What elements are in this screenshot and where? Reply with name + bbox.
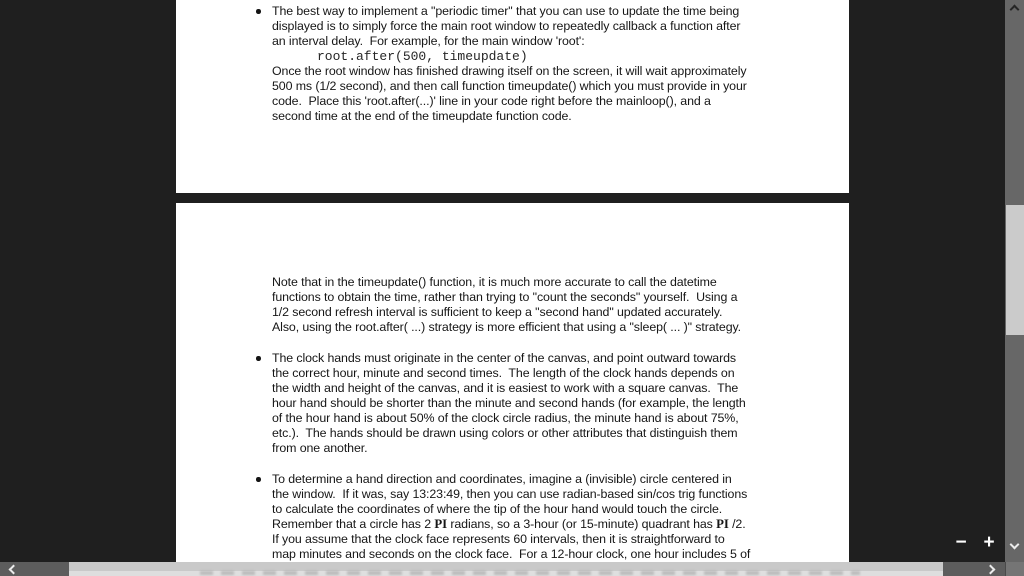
- text-line: functions to obtain the time, rather than trying to "count the seconds" yourself. Using a: [272, 290, 738, 304]
- vertical-scrollbar[interactable]: [1005, 0, 1024, 562]
- text-line: from one another.: [272, 441, 368, 455]
- bullet-dot: [256, 477, 261, 482]
- text-line: hour hand should be shorter than the minute and second hands (for example, the length: [272, 396, 746, 410]
- horizontal-scrollbar[interactable]: [0, 562, 1005, 576]
- bullet-paragraph-timer: [272, 4, 740, 49]
- chevron-left-icon[interactable]: [9, 564, 19, 574]
- inline-code-root-after: root.after(500, timeupdate): [317, 49, 528, 64]
- bullet-dot: [256, 356, 261, 361]
- text-line: Note that in the timeupdate() function, it is much more accurate to call the datetime: [272, 275, 717, 289]
- document-page-2: [176, 203, 849, 576]
- bullet-paragraph-trig: [272, 472, 750, 562]
- text-line: the correct hour, minute and second times. The length of the clock hands depends on: [272, 366, 735, 380]
- chevron-down-icon[interactable]: [1010, 540, 1020, 550]
- scrollbar-corner: [1005, 562, 1024, 576]
- chevron-up-icon[interactable]: [1010, 5, 1020, 15]
- text-line: Once the root window has finished drawing itself on the screen, it will wait approximately: [272, 64, 747, 78]
- horizontal-scrollbar-thumb[interactable]: [69, 562, 943, 576]
- text-line: 500 ms (1/2 second), and then call function timeupdate() which you must provide in your: [272, 79, 747, 93]
- zoom-in-button[interactable]: +: [978, 531, 1000, 555]
- vertical-scrollbar-thumb[interactable]: [1006, 205, 1024, 335]
- text-line: of the hour hand is about 50% of the clock circle radius, the minute hand is about 75%,: [272, 411, 739, 425]
- document-page-1: [176, 0, 849, 193]
- text-line: to calculate the coordinates of where the tip of the hour hand would touch the circle.: [272, 502, 723, 516]
- text-line: 1/2 second refresh interval is sufficient to keep a "second hand" updated accurately.: [272, 305, 723, 319]
- text-line: the width and height of the canvas, and it is easiest to work with a square canvas. The: [272, 381, 739, 395]
- text-line: an interval delay. For example, for the main window 'root':: [272, 34, 585, 48]
- bullet-paragraph-clock-hands: [272, 351, 746, 456]
- text-line: code. Place this 'root.after(...)' line in your code right before the mainloop(), and a: [272, 94, 711, 108]
- paragraph-note: [272, 275, 741, 335]
- text-line: the window. If it was, say 13:23:49, then you can use radian-based sin/cos trig functions: [272, 487, 748, 501]
- text-line: map minutes and seconds on the clock face. For a 12-hour clock, one hour includes 5 of: [272, 547, 751, 561]
- bullet-dot: [256, 9, 261, 14]
- zoom-out-button[interactable]: −: [950, 531, 972, 555]
- chevron-right-icon[interactable]: [986, 564, 996, 574]
- text-line: etc.). The hands should be drawn using colors or other attributes that distinguish them: [272, 426, 738, 440]
- page-text-smudge: [200, 571, 860, 575]
- text-line: To determine a hand direction and coordinates, imagine a (invisible) circle centered in: [272, 472, 732, 486]
- text-line: Also, using the root.after( ...) strategy is more efficient that using a "sleep( ... )" strategy.: [272, 320, 742, 334]
- text-line: Remember that a circle has 2 PI radians, so a 3-hour (or 15-minute) quadrant has PI /2.: [272, 517, 746, 531]
- text-line: displayed is to simply force the main root window to repeatedly callback a function after: [272, 19, 741, 33]
- zoom-controls: [950, 531, 1000, 555]
- bullet-paragraph-timer-continued: [272, 64, 747, 124]
- text-line: If you assume that the clock face represents 60 intervals, then it is straightforward to: [272, 532, 725, 546]
- text-line: second time at the end of the timeupdate function code.: [272, 109, 572, 123]
- text-line: The best way to implement a "periodic timer" that you can use to update the time being: [272, 4, 740, 18]
- text-line: The clock hands must originate in the center of the canvas, and point outward towards: [272, 351, 736, 365]
